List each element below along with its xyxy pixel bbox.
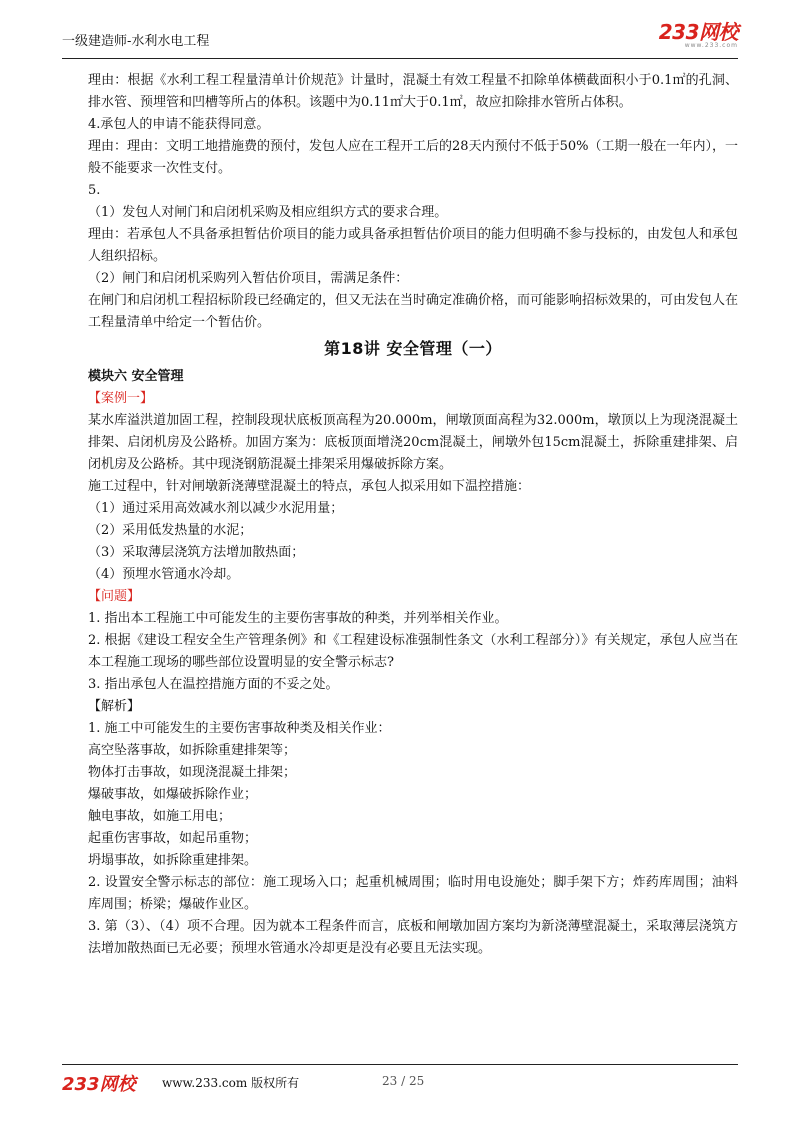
paragraph: 理由：若承包人不具备承担暂估价项目的能力或具备承担暂估价项目的能力但明确不参与投标的，由发包人和承包人组织招标。	[88, 227, 739, 264]
module-title: 模块六 安全管理	[88, 369, 184, 384]
paragraph: （2）闸门和启闭机采购列入暂估价项目，需满足条件：	[88, 271, 409, 286]
lecture-title: 第18讲 安全管理（一）	[324, 339, 502, 358]
case-list-item: （3）采取薄层浇筑方法增加散热面；	[88, 545, 305, 560]
analysis-line: 3. 第（3）、（4）项不合理。因为就本工程条件而言，底板和闸墩加固方案均为新浇薄壁混凝土，采取薄层浇筑方法增加散热面已无必要；预埋水管通水冷却更是没有必要且无法实现。	[88, 919, 738, 956]
copyright-notice: www.233.com 版权所有	[162, 1076, 300, 1090]
analysis-line: 物体打击事故，如现浇混凝土排架；	[88, 765, 297, 780]
case-list-item: （2）采用低发热量的水泥；	[88, 523, 253, 538]
paragraph: 4.承包人的申请不能获得同意。	[88, 117, 270, 132]
question-item: 3. 指出承包人在温控措施方面的不妥之处。	[88, 677, 339, 692]
analysis-line: 起重伤害事故，如起吊重物；	[88, 831, 258, 846]
case-paragraph: 施工过程中，针对闸墩新浇薄壁混凝土的特点，承包人拟采用如下温控措施：	[88, 479, 531, 494]
analysis-line: 高空坠落事故，如拆除重建排架等；	[88, 743, 297, 758]
analysis-line: 触电事故，如施工用电；	[88, 809, 232, 824]
page-content	[88, 70, 738, 960]
brand-logo-url: www.233.com	[684, 42, 738, 49]
page-footer	[62, 1060, 738, 1100]
paragraph: 5.	[88, 183, 101, 198]
page-header	[62, 22, 738, 62]
analysis-line: 爆破事故，如爆破拆除作业；	[88, 787, 258, 802]
question-item: 2. 根据《建设工程安全生产管理条例》和《工程建设标准强制性条文（水利工程部分）》有关规定，承包人应当在本工程施工现场的哪些部位设置明显的安全警示标志?	[88, 633, 738, 670]
case-paragraph: 某水库溢洪道加固工程，控制段现状底板顶高程为20.000m，闸墩顶面高程为32.000m，墩顶以上为现浇混凝土排架、启闭机房及公路桥。加固方案为：底板顶面增浇20cm混凝土，闸墩外包15cm混凝土，拆除重建排架、启闭机房及公路桥。其中现浇钢筋混凝土排架采用爆破拆除方案。	[88, 413, 738, 472]
paragraph: （1）发包人对闸门和启闭机采购及相应组织方式的要求合理。	[88, 205, 448, 220]
paragraph: 在闸门和启闭机工程招标阶段已经确定的，但又无法在当时确定准确价格，而可能影响招标效果的，可由发包人在工程量清单中给定一个暂估价。	[88, 293, 739, 330]
paragraph: 理由：理由：文明工地措施费的预付，发包人应在工程开工后的28天内预付不低于50%（工期一般在一年内），一般不能要求一次性支付。	[88, 139, 738, 176]
brand-logo-text: 233网校	[658, 20, 738, 44]
paragraph: 理由：根据《水利工程工程量清单计价规范》计量时，混凝土有效工程量不扣除单体横截面积小于0.1㎡的孔洞、排水管、预埋管和凹槽等所占的体积。该题中为0.11㎡大于0.1㎡，故应扣除排水管所占体积。	[88, 73, 738, 110]
question-item: 1. 指出本工程施工中可能发生的主要伤害事故的种类，并列举相关作业。	[88, 611, 508, 626]
brand-logo[interactable]	[659, 22, 738, 49]
header-divider	[62, 58, 738, 59]
footer-divider	[62, 1064, 738, 1065]
analysis-line: 坍塌事故，如拆除重建排架。	[88, 853, 258, 868]
analysis-line: 1. 施工中可能发生的主要伤害事故种类及相关作业：	[88, 721, 391, 736]
case-list-item: （4）预埋水管通水冷却。	[88, 567, 240, 582]
page-number: 23 / 25	[382, 1074, 425, 1088]
analysis-line: 2. 设置安全警示标志的部位：施工现场入口；起重机械周围；临时用电设施处；脚手架下方；炸药库周围；油料库周围；桥梁；爆破作业区。	[88, 875, 738, 912]
case-list-item: （1）通过采用高效减水剂以减少水泥用量；	[88, 501, 344, 516]
analysis-label: 【解析】	[88, 699, 141, 714]
document-title: 一级建造师-水利水电工程	[62, 34, 210, 49]
question-label: 【问题】	[88, 589, 141, 604]
footer-brand-logo[interactable]: 233网校	[62, 1074, 136, 1095]
case-label: 【案例一】	[88, 391, 154, 406]
